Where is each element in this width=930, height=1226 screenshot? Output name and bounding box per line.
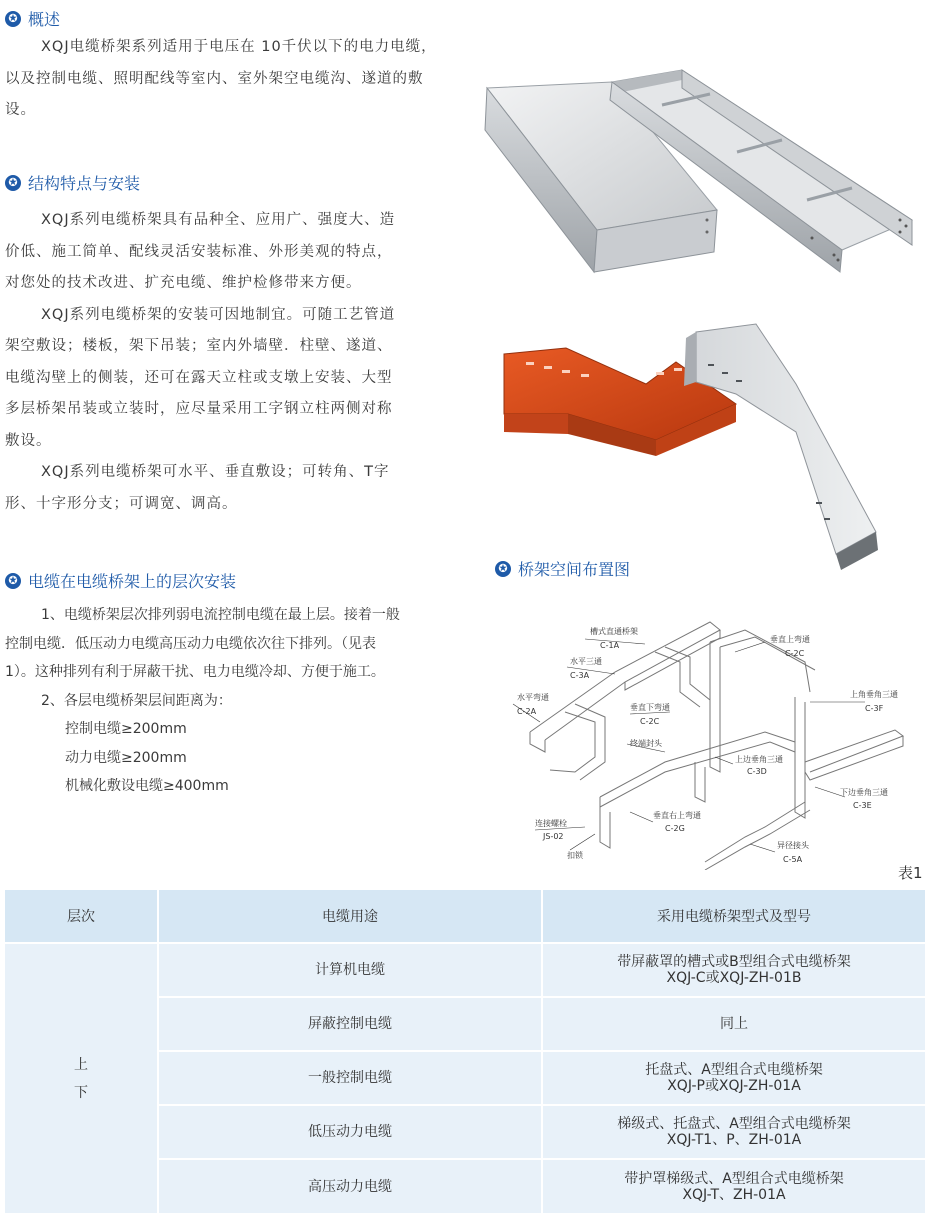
- diagram-label-text: 连接螺栓: [535, 819, 567, 828]
- diagram-label: [665, 824, 685, 833]
- diagram-label: [770, 634, 810, 644]
- layers-line: 2、各层电缆桥架层间距离为：: [41, 692, 232, 709]
- diagram-label: [535, 818, 567, 828]
- type-model: XQJ-C或XQJ-ZH-01B: [666, 970, 802, 986]
- spacing-item: 动力电缆≥200mm: [65, 749, 187, 766]
- diagram-label-text: C-5A: [783, 855, 803, 864]
- type-cell: [542, 1051, 925, 1105]
- layer-top-label: 上: [74, 1056, 88, 1073]
- structure-p2-line: XQJ系列电缆桥架的安装可因地制宜。可随工艺管道: [41, 306, 396, 323]
- diagram-label-text: 水平三通: [570, 657, 602, 666]
- diagram-label-text: C-2C: [640, 717, 660, 726]
- diagram-label-text: 槽式直通桥架: [590, 627, 638, 636]
- table-row: [5, 943, 925, 997]
- spacing-item: 控制电缆≥200mm: [65, 721, 187, 737]
- structure-p3-line: 形、十字形分支；可调宽、调高。: [5, 495, 238, 512]
- layer-cell: [5, 943, 158, 1213]
- structure-paragraphs: [5, 205, 455, 520]
- type-model: XQJ-P或XQJ-ZH-01A: [667, 1078, 801, 1094]
- type-name: 托盘式、A型组合式电缆桥架: [645, 1062, 823, 1078]
- diagram-label: [517, 707, 537, 716]
- diagram-label: [653, 810, 701, 820]
- use-cell: 计算机电缆: [158, 943, 542, 997]
- cable-tray-photo-straight: [482, 60, 922, 280]
- layers-text: [5, 601, 455, 801]
- use-cell: 屏蔽控制电缆: [158, 997, 542, 1051]
- overview-line: 以及控制电缆、照明配线等室内、室外架空电缆沟、遂道的敷: [5, 70, 424, 87]
- table-header-cell: 采用电缆桥架型式及型号: [542, 890, 925, 943]
- diagram-label: [630, 738, 663, 748]
- type-name: 带屏蔽罩的槽式或B型组合式电缆桥架: [617, 954, 851, 970]
- type-name: 同上: [720, 1016, 748, 1032]
- layers-heading-text: 电缆在电缆桥架上的层次安装: [28, 572, 237, 591]
- diagram-heading-text: 桥架空间布置图: [518, 560, 631, 579]
- diagram-label: [517, 692, 549, 702]
- cable-tray-table: [5, 890, 925, 1213]
- diagram-label: [747, 767, 767, 776]
- star-bullet-icon: ✪: [495, 561, 511, 577]
- table-header-row: [5, 890, 925, 943]
- tray-layout-diagram: [505, 612, 920, 870]
- table-label: 表1: [898, 864, 923, 882]
- diagram-label-text: 垂直下弯通: [630, 703, 670, 712]
- structure-p2-line: 架空敷设；楼板，架下吊装；室内外墙壁．柱壁、遂道、: [5, 338, 393, 354]
- type-name: 梯级式、托盘式、A型组合式电缆桥架: [617, 1116, 851, 1132]
- diagram-label: [850, 689, 898, 699]
- diagram-label: [570, 656, 602, 666]
- diagram-label-text: C-3E: [853, 801, 872, 810]
- diagram-label-text: 异径接头: [777, 841, 809, 850]
- diagram-label-text: C-2C: [785, 649, 805, 658]
- diagram-label-text: C-3A: [570, 671, 590, 680]
- use-cell: 高压动力电缆: [158, 1159, 542, 1213]
- diagram-label: [735, 754, 783, 764]
- diagram-label-text: 扣锁: [567, 851, 583, 860]
- diagram-label: [630, 702, 670, 712]
- structure-p1-line: XQJ系列电缆桥架具有品种全、应用广、强度大、造: [41, 212, 396, 228]
- layers-line: 1）。这种排列有利于屏蔽干扰、电力电缆冷却、方便于施工。: [5, 664, 385, 680]
- diagram-label: [853, 801, 872, 810]
- diagram-label-text: 垂直右上弯通: [653, 811, 701, 820]
- diagram-label: [777, 840, 810, 850]
- diagram-label: [600, 641, 620, 650]
- type-model: XQJ-T、ZH-01A: [682, 1186, 786, 1203]
- type-model: XQJ-T1、P、ZH-01A: [666, 1132, 802, 1148]
- diagram-label-text: 上边垂角三通: [735, 755, 783, 764]
- layers-heading: [5, 569, 236, 592]
- structure-heading-text: 结构特点与安装: [28, 174, 141, 193]
- overview-paragraph: [5, 32, 455, 127]
- diagram-label: [783, 855, 803, 864]
- diagram-label: [640, 717, 660, 726]
- diagram-label-text: 下边垂角三通: [840, 788, 888, 797]
- diagram-label-text: C-3D: [747, 767, 767, 776]
- diagram-label-text: C-1A: [600, 641, 620, 650]
- diagram-label-text: C-2A: [517, 707, 537, 716]
- structure-p1-line: 对您处的技术改进、扩充电缆、维护检修带来方便。: [5, 275, 362, 291]
- type-cell: [542, 943, 925, 997]
- overview-line: XQJ电缆桥架系列适用于电压在 10千伏以下的电力电缆，: [41, 39, 437, 55]
- diagram-label: [570, 671, 590, 680]
- structure-p2-line: 电缆沟壁上的侧装，还可在露天立柱或支墩上安装、大型: [5, 369, 393, 386]
- diagram-label: [567, 850, 584, 860]
- type-cell: [542, 997, 925, 1051]
- cable-tray-photo-bend: [496, 322, 896, 572]
- table-header-cell: 层次: [5, 890, 158, 943]
- diagram-label: [785, 649, 805, 658]
- diagram-label-text: 终端封头: [630, 739, 662, 748]
- spacing-item: 机械化敷设电缆≥400mm: [65, 778, 229, 794]
- diagram-label: [840, 787, 888, 797]
- diagram-label-text: JS-02: [543, 832, 564, 841]
- diagram-label-text: C-2G: [665, 824, 685, 833]
- layers-line: 控制电缆．低压动力电缆高压动力电缆依次往下排列。（见表: [5, 635, 376, 652]
- structure-p2-line: 敷设。: [5, 432, 52, 449]
- star-bullet-icon: ✪: [5, 175, 21, 191]
- overview-line: 设。: [5, 102, 36, 118]
- structure-p1-line: 价低、施工简单、配线灵活安装标准、外形美观的特点，: [5, 243, 393, 260]
- structure-p3-line: XQJ系列电缆桥架可水平、垂直敷设；可转角、T字: [41, 464, 390, 480]
- structure-heading: [5, 171, 140, 194]
- use-cell: 一般控制电缆: [158, 1051, 542, 1105]
- overview-heading: [5, 7, 60, 30]
- diagram-label: [542, 832, 564, 841]
- type-cell: [542, 1105, 925, 1159]
- diagram-label: [865, 704, 884, 713]
- diagram-label-text: C-3F: [865, 704, 884, 713]
- star-bullet-icon: ✪: [5, 11, 21, 27]
- diagram-label: [590, 626, 638, 636]
- structure-p2-line: 多层桥架吊装或立装时，应尽量采用工字钢立柱两侧对称: [5, 401, 393, 417]
- diagram-heading: [495, 557, 630, 580]
- layers-line: 1、电缆桥架层次排列弱电流控制电缆在最上层。接着一般: [41, 607, 400, 623]
- diagram-label-text: 水平弯通: [517, 693, 549, 702]
- diagram-label-text: 上角垂角三通: [850, 690, 898, 699]
- overview-heading-text: 概述: [28, 10, 61, 29]
- diagram-label-text: 垂直上弯通: [770, 635, 810, 644]
- type-cell: [542, 1159, 925, 1213]
- use-cell: 低压动力电缆: [158, 1105, 542, 1159]
- layer-bottom-label: 下: [74, 1084, 88, 1101]
- star-bullet-icon: ✪: [5, 573, 21, 589]
- table-header-cell: 电缆用途: [158, 890, 542, 943]
- type-name: 带护罩梯级式、A型组合式电缆桥架: [624, 1170, 844, 1187]
